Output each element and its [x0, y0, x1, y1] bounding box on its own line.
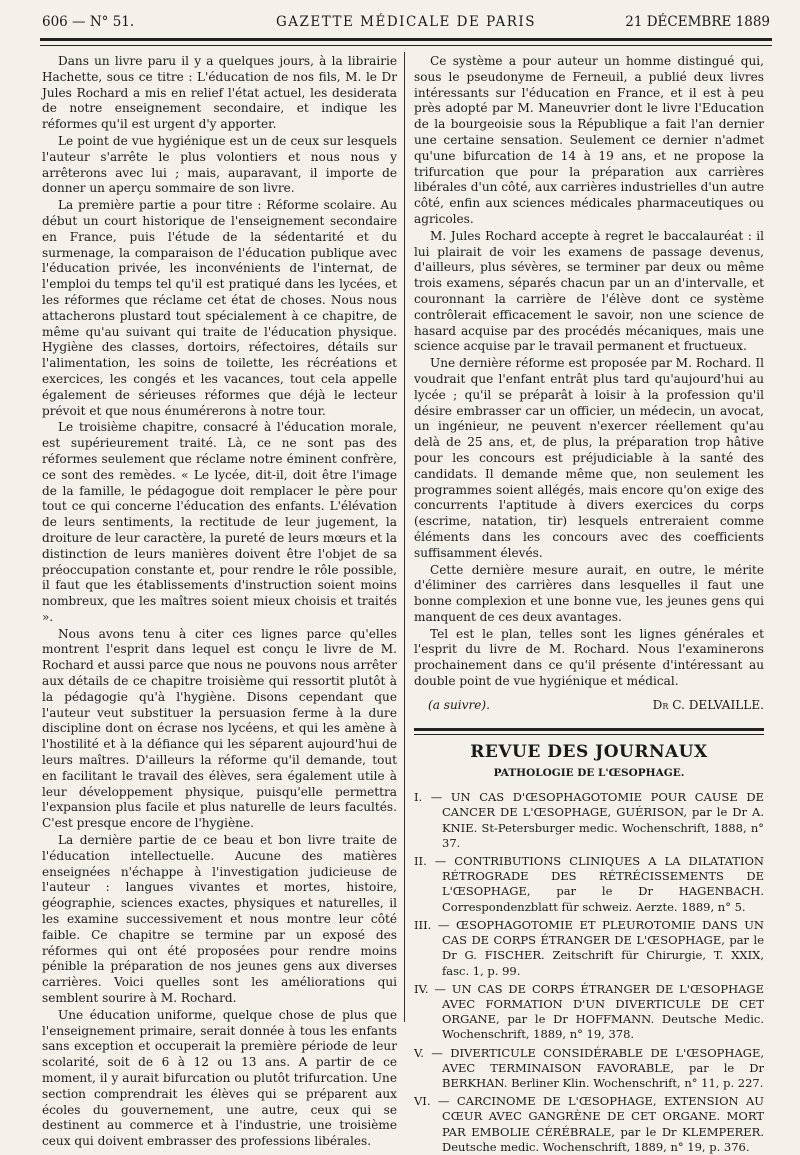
reference-item: III. — ŒSOPHAGOTOMIE ET PLEUROTOMIE DANS UN CAS DE CORPS ÉTRANGER DE L'ŒSOPHAGE, par le Dr G. FISCHER. Zeitschrift für Chirurgie, T. XXIX, fasc. 1, p. 99.: [414, 917, 764, 978]
section-title: REVUE DES JOURNAUX: [470, 741, 708, 762]
paragraph: Tel est le plan, telles sont les lignes générales et l'esprit du livre de M. Rochard. Nous l'examinerons prochainement dans ce qu'il présente d'intéressant au double point de vue hygiénique et médical.: [414, 626, 764, 689]
page-header: [42, 14, 770, 34]
journal-title: GAZETTE MÉDICALE DE PARIS: [275, 14, 536, 30]
section-rule: [414, 728, 764, 735]
reference-item: I. — UN CAS D'ŒSOPHAGOTOMIE POUR CAUSE DE CANCER DE L'ŒSOPHAGE, GUÉRISON, par le Dr A. KNIE. St-Petersburger medic. Wochenschrift, 1888, n° 37.: [414, 790, 764, 850]
to-be-continued: (a suivre).: [428, 697, 490, 712]
author-signature: Dr C. DELVAILLE.: [652, 697, 764, 712]
reference-item: II. — CONTRIBUTIONS CLINIQUES A LA DILATATION RÉTROGRADE DES RÉTRÉCISSEMENTS DE L'ŒSOPHAGE, par le Dr HAGENBACH. Correspondenzblatt für schweiz. Aerzte. 1889, n° 5.: [414, 854, 764, 914]
page-number: 606 — N° 51.: [42, 14, 135, 30]
left-column: [42, 54, 397, 1150]
paragraph: M. Jules Rochard accepte à regret le baccalauréat : il lui plairait de voir les examens de passage devenus, d'ailleurs, plus sévères, se terminer par deux ou même trois examens, séparés chacun par un an d'intervalle, et couronnant la carrière de l'élève dont ce système contrôlerait efficacement le savoir, non une science de hasard acquise par des procédés mécaniques, mais une science acquise par le travail permanent et fructueux.: [414, 228, 764, 354]
issue-date: 21 DÉCEMBRE 1889: [625, 14, 770, 30]
right-column: [414, 54, 764, 1155]
reference-item: VI. — CARCINOME DE L'ŒSOPHAGE, EXTENSION AU CŒUR AVEC GANGRÈNE DE CET ORGANE. MORT PAR EMBOLIE CÉRÉBRALE, par le Dr KLEMPERER. Deutsche medic. Wochenschrift, 1889, n° 19, p. 376.: [414, 1094, 764, 1154]
paragraph: Une dernière réforme est proposée par M. Rochard. Il voudrait que l'enfant entrât plus tard qu'aujourd'hui au lycée ; qu'il se préparât à loisir à la profession qu'il désire embrasser car un officier, un médecin, un avocat, un ingénieur, ne peuvent n'exercer réellement qu'au delà de 25 ans, et, de plus, la préparation trop hâtive pour les concours est préjudiciable à la santé des candidats. Il demande même que, non seulement les programmes soient allégés, mais encore qu'on exige des concurrents l'aptitude à divers exercices du corps (escrime, natation, tir) lesquels entreraient comme éléments dans les concours avec des coefficients suffisamment élevés.: [414, 356, 764, 560]
paragraph: La dernière partie de ce beau et bon livre traite de l'éducation intellectuelle. Aucune des matières enseignées n'échappe à l'investigation judicieuse de l'auteur : langues vivantes et mortes, histoire, géographie, sciences exactes, physiques et naturelles, il les examine successivement et nous montre leur côté faible. Ce chapitre se termine par un exposé des réformes qui ont été proposées pour rendre moins pénible la préparation de nos jeunes gens aux diverses carrières. Voici quelles sont les améliorations qui semblent sourire à M. Rochard.: [42, 833, 397, 1006]
reference-item: V. — DIVERTICULE CONSIDÉRABLE DE L'ŒSOPHAGE, AVEC TERMINAISON FAVORABLE, par le Dr BERKHAN. Berliner Klin. Wochenschrift, n° 11, p. 227.: [414, 1045, 764, 1090]
paragraph: Nous avons tenu à citer ces lignes parce qu'elles montrent l'esprit dans lequel est conçu le livre de M. Rochard et aussi parce que nous ne pouvons nous arrêter aux détails de ce chapitre troisième qui ressortit plutôt à la pédagogie qu'à l'hygiène. Disons cependant que l'auteur veut substituer la persuasion ferme à la dure discipline dont on écrase nos lycéens, et qui les amène à l'hostilité et à la défiance qui les séparent aujourd'hui de leurs maîtres. D'ailleurs la réforme qu'il demande, tout en facilitant le travail des élèves, sera également utile à leur développement physique, puisqu'elle permettra l'expansion plus facile et plus naturelle de leurs facultés. C'est presque encore de l'hygiène.: [42, 626, 397, 831]
paragraph: Dans un livre paru il y a quelques jours, à la librairie Hachette, sous ce titre : L'éducation de nos fils, M. le Dr Jules Rochard a mis en relief l'état actuel, les desiderata de notre enseignement secondaire, et indique les réformes qu'il est urgent d'y apporter.: [42, 54, 397, 132]
paragraph: Une éducation uniforme, quelque chose de plus que l'enseignement primaire, serait donnée à tous les enfants sans exception et occuperait la première période de leur scolarité, soit de 6 à 12 ou 13 ans. A partir de ce moment, il y aurait bifurcation ou plutôt trifurcation. Une section comprendrait les élèves qui se préparent aux écoles du gouvernement, une autre, ceux qui se destinent au commerce et à l'industrie, une troisième ceux qui doivent embrasser des professions libérales.: [42, 1007, 397, 1149]
paragraph: Le point de vue hygiénique est un de ceux sur lesquels l'auteur s'arrête le plus volontiers et nous nous y arrêterons avec lui ; mais, auparavant, il importe de donner un aperçu sommaire de son livre.: [42, 133, 397, 196]
paragraph: Le troisième chapitre, consacré à l'éducation morale, est supérieurement traité. Là, ce ne sont pas des réformes seulement que réclame notre éminent confrère, ce sont des remèdes. « Le lycée, dit-il, doit être l'image de la famille, le pédagogue doit remplacer le père pour tout ce qui concerne l'éducation des enfants. L'élévation de leurs sentiments, la rectitude de leur jugement, la droiture de leur caractère, la pureté de leurs mœurs et la distinction de leurs manières doivent être l'objet de sa préoccupation constante et, pour rendre le rôle possible, il faut que les établissements d'instruction soient moins nombreux, que les maîtres soient mieux choisis et traités ».: [42, 420, 397, 624]
paragraph: La première partie a pour titre : Réforme scolaire. Au début un court historique de l'enseignement secondaire en France, puis l'étude de la sédentarité et du surmenage, la comparaison de l'éducation publique avec l'éducation privée, les inconvénients de l'internat, de l'emploi du temps tel qu'il est pratiqué dans les lycées, et les réformes que réclame cet état de choses. Nous nous attacherons plustard tout spécialement à ce chapitre, de même qu'au suivant qui traite de l'éducation physique. Hygiène des classes, dortoirs, réfectoires, détails sur l'alimentation, les soins de toilette, les récréations et exercices, les congés et les vacances, tout cela appelle également de sérieuses réformes que déjà le lecteur prévoit et que nous énumérerons à notre tour.: [42, 198, 397, 418]
paragraph: Cette dernière mesure aurait, en outre, le mérite d'éliminer des carrières dans lesquelles il faut une bonne complexion et une bonne vue, les jeunes gens qui manquent de ces deux avantages.: [414, 562, 764, 624]
section-subtitle: PATHOLOGIE DE L'ŒSOPHAGE.: [493, 767, 685, 780]
header-rule: [40, 38, 772, 46]
paragraph: Ce système a pour auteur un homme distingué qui, sous le pseudonyme de Ferneuil, a publié deux livres intéressants sur l'éducation en France, et il est à peu près adopté par M. Maneuvrier dont le livre l'Education de la bourgeoisie sous la République a fait l'an dernier une certaine sensation. Seulement ce dernier n'admet qu'une bifurcation de 14 à 19 ans, et ne propose la trifurcation que pour la préparation aux carrières libérales d'un côté, aux carrières industrielles d'un autre côté, enfin aux sciences médicales pharmaceutiques ou agricoles.: [414, 54, 764, 226]
reference-item: IV. — UN CAS DE CORPS ÉTRANGER DE L'ŒSOPHAGE AVEC FORMATION D'UN DIVERTICULE DE CET ORGANE, par le Dr HOFFMANN. Deutsche Medic. Wochenschrift, 1889, n° 19, 378.: [414, 981, 764, 1042]
column-divider: [404, 52, 405, 1022]
signature: [414, 698, 764, 714]
